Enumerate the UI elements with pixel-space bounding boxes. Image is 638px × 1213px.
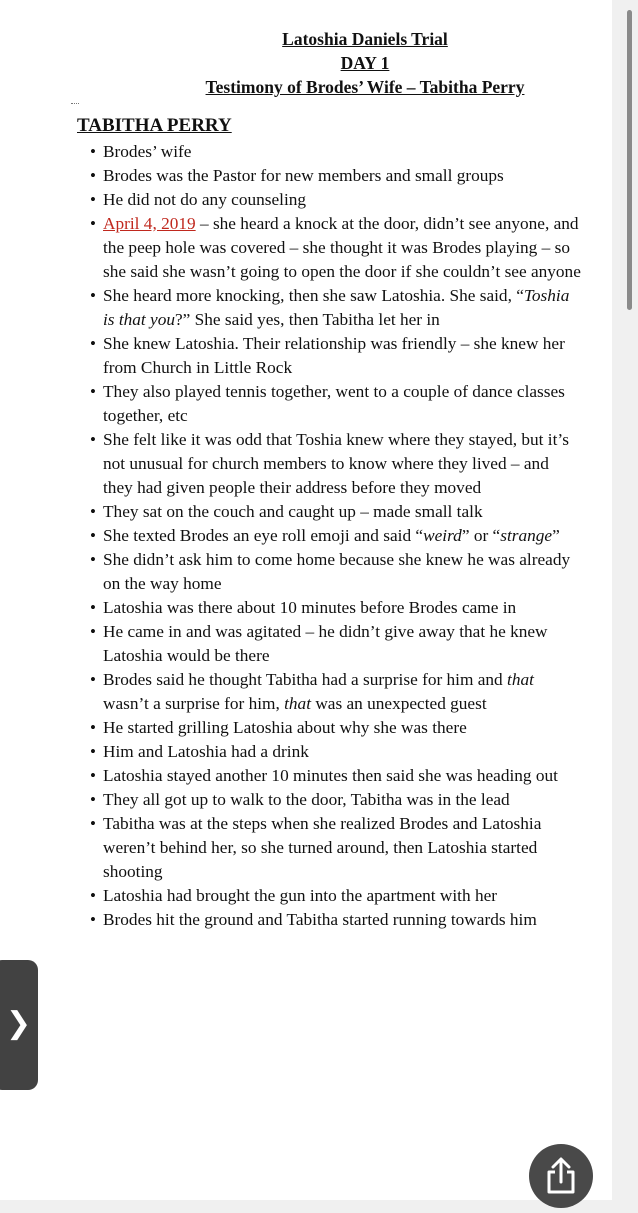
bullet-text: She knew Latoshia. Their relationship was friendly – she knew her from Church in Little Rock (103, 334, 565, 377)
testimony-bullet (0, 140, 612, 164)
bullet-text: They also played tennis together, went to a couple of dance classes together, etc (103, 382, 565, 425)
bullet-dot: • (90, 334, 96, 353)
testimony-bullet (0, 284, 612, 332)
bullet-text: They all got up to walk to the door, Tabitha was in the lead (103, 790, 510, 809)
bullet-text: Tabitha was at the steps when she realized Brodes and Latoshia weren’t behind her, so she turned around, then Latoshia started shooting (103, 814, 542, 881)
testimony-bullet (0, 524, 612, 548)
share-icon (529, 1144, 593, 1208)
margin-mark (71, 103, 79, 105)
bullet-text: wasn’t a surprise for him, (103, 694, 285, 713)
document-day: DAY 1 (340, 53, 390, 73)
bullet-text: strange (500, 526, 553, 545)
bullet-dot: • (90, 910, 96, 929)
testimony-bullet (0, 908, 612, 932)
bullet-text: He started grilling Latoshia about why she was there (103, 718, 467, 737)
bullet-text: that (507, 670, 534, 689)
testimony-bullet (0, 620, 612, 668)
bullet-dot: • (90, 718, 96, 737)
bullet-text: Latoshia stayed another 10 minutes then said she was heading out (103, 766, 558, 785)
share-button[interactable] (529, 1144, 593, 1208)
testimony-bullet (0, 188, 612, 212)
bullet-text: ” or “ (461, 526, 501, 545)
bullet-text: Brodes said he thought Tabitha had a surprise for him and (103, 670, 508, 689)
date-link[interactable]: April 4, 2019 (103, 214, 196, 233)
bullet-dot: • (90, 790, 96, 809)
bullet-dot: • (90, 550, 96, 569)
scrollbar[interactable] (627, 10, 632, 310)
bullet-text: He came in and was agitated – he didn’t give away that he knew Latoshia would be there (103, 622, 548, 665)
bullet-text: He did not do any counseling (103, 190, 307, 209)
bullet-dot: • (90, 622, 96, 641)
bullet-dot: • (90, 286, 96, 305)
bullet-dot: • (90, 886, 96, 905)
bullet-text: ?” She said yes, then Tabitha let her in (175, 310, 440, 329)
bullet-dot: • (90, 766, 96, 785)
testimony-bullet (0, 764, 612, 788)
bullet-text: Latoshia had brought the gun into the apartment with her (103, 886, 498, 905)
bullet-dot: • (90, 598, 96, 617)
bullet-text: They sat on the couch and caught up – made small talk (103, 502, 483, 521)
section-heading: TABITHA PERRY (77, 115, 232, 136)
testimony-bullet (0, 164, 612, 188)
testimony-bullet (0, 428, 612, 500)
testimony-bullet (0, 716, 612, 740)
bullet-text: Brodes’ wife (103, 142, 192, 161)
bullet-text: Toshia is that you (103, 286, 570, 329)
testimony-bullet (0, 500, 612, 524)
chevron-right-icon: ❯ (6, 1006, 32, 1041)
testimony-bullet (0, 884, 612, 908)
bullet-text: Latoshia was there about 10 minutes before Brodes came in (103, 598, 517, 617)
bullet-text: She texted Brodes an eye roll emoji and said “ (103, 526, 424, 545)
bullet-text: – she heard a knock at the door, didn’t see anyone, and the peep hole was covered – she thought it was Brodes playing – so she said she wasn’t going to open the door if she couldn’t see anyone (103, 214, 581, 281)
bullet-text: weird (423, 526, 462, 545)
testimony-bullet (0, 788, 612, 812)
bullet-text: She felt like it was odd that Toshia knew where they stayed, but it’s not unusual for church members to know where they lived – and they had given people their address before they moved (103, 430, 569, 497)
bullet-text: that (284, 694, 311, 713)
bullet-dot: • (90, 190, 96, 209)
bullet-dot: • (90, 526, 96, 545)
testimony-bullet (0, 380, 612, 428)
bullet-dot: • (90, 142, 96, 161)
bullet-dot: • (90, 214, 96, 233)
side-panel-tab[interactable] (0, 960, 38, 1090)
bullet-dot: • (90, 814, 96, 833)
bullet-dot: • (90, 742, 96, 761)
testimony-bullet (0, 548, 612, 596)
testimony-bullet (0, 812, 612, 884)
testimony-bullet (0, 596, 612, 620)
bullet-text: She didn’t ask him to come home because she knew he was already on the way home (103, 550, 571, 593)
testimony-bullet (0, 332, 612, 380)
document-title: Latoshia Daniels Trial (282, 29, 448, 49)
testimony-list (0, 140, 612, 932)
bullet-text: was an unexpected guest (311, 694, 487, 713)
bullet-text: Him and Latoshia had a drink (103, 742, 309, 761)
bullet-dot: • (90, 430, 96, 449)
bullet-text: She heard more knocking, then she saw Latoshia. She said, “ (103, 286, 524, 305)
bullet-text: ” (552, 526, 560, 545)
bullet-dot: • (90, 670, 96, 689)
bullet-text: Brodes hit the ground and Tabitha started running towards him (103, 910, 537, 929)
document-subtitle: Testimony of Brodes’ Wife – Tabitha Perry (205, 77, 525, 97)
bullet-dot: • (90, 502, 96, 521)
testimony-bullet (0, 668, 612, 716)
bullet-dot: • (90, 382, 96, 401)
bullet-dot: • (90, 166, 96, 185)
bullet-text: Brodes was the Pastor for new members and small groups (103, 166, 504, 185)
testimony-bullet (0, 740, 612, 764)
testimony-bullet (0, 212, 612, 284)
